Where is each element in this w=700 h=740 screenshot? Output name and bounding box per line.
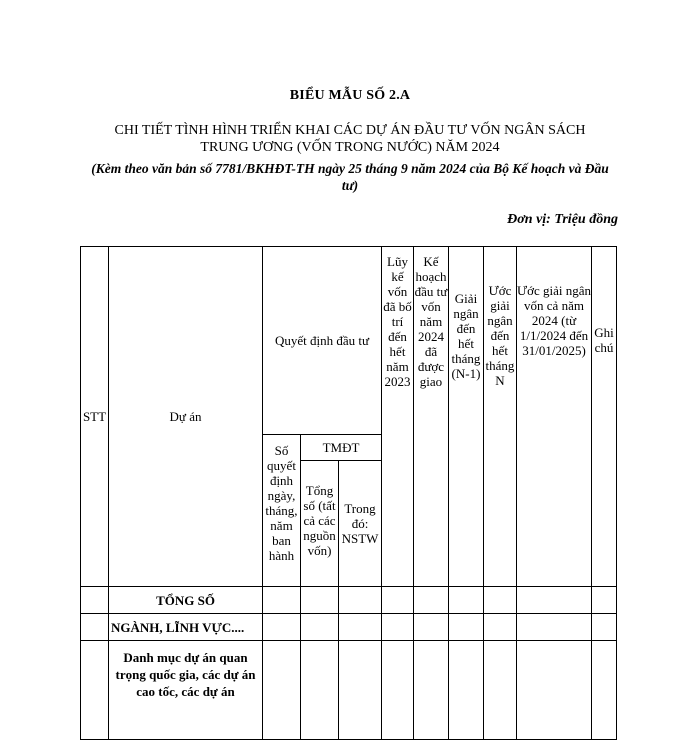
header-note: Ghi chú	[592, 247, 617, 587]
header-tmdt: TMĐT	[301, 435, 382, 461]
header-decision-no: Số quyết định ngày, tháng, năm ban hành	[263, 435, 301, 587]
header-row-1	[81, 247, 617, 435]
header-tmdt-total: Tổng số (tất cả các nguồn vốn)	[301, 461, 339, 587]
header-plan: Kế hoạch đầu tư vốn năm 2024 đã được giao	[414, 247, 449, 587]
header-disbursed: Giải ngân đến hết tháng (N-1)	[449, 247, 484, 587]
header-est-month: Ước giải ngân đến hết tháng N	[484, 247, 517, 587]
document-title: CHI TIẾT TÌNH HÌNH TRIỂN KHAI CÁC DỰ ÁN ĐẦU TƯ VỐN NGÂN SÁCH TRUNG ƯƠNG (VỐN TRONG NƯỚC) NĂM 2024	[114, 123, 586, 155]
header-decision: Quyết định đầu tư	[263, 247, 382, 435]
table-row	[81, 587, 617, 614]
row-total-label: TỔNG SỐ	[109, 587, 263, 614]
header-accumulated: Lũy kế vốn đã bố trí đến hết năm 2023	[382, 247, 414, 587]
table-row	[81, 614, 617, 641]
unit-label: Đơn vị: Triệu đồng	[507, 212, 618, 227]
form-number: BIỂU MẪU SỐ 2.A	[289, 88, 411, 103]
table-row	[81, 641, 617, 740]
header-project: Dự án	[109, 247, 263, 587]
header-est-year: Ước giải ngân vốn cả năm 2024 (từ 1/1/2024 đến 31/01/2025)	[517, 247, 592, 587]
document-subtitle: (Kèm theo văn bản số 7781/BKHĐT-TH ngày 25 tháng 9 năm 2024 của Bộ Kế hoạch và Đầu tư)	[91, 161, 609, 193]
row-category-label: Danh mục dự án quan trọng quốc gia, các dự án cao tốc, các dự án	[109, 641, 263, 740]
header-stt: STT	[81, 247, 109, 587]
investment-table	[80, 246, 617, 740]
row-sector-label: NGÀNH, LĨNH VỰC....	[109, 614, 263, 641]
header-tmdt-nstw: Trong đó: NSTW	[339, 461, 382, 587]
